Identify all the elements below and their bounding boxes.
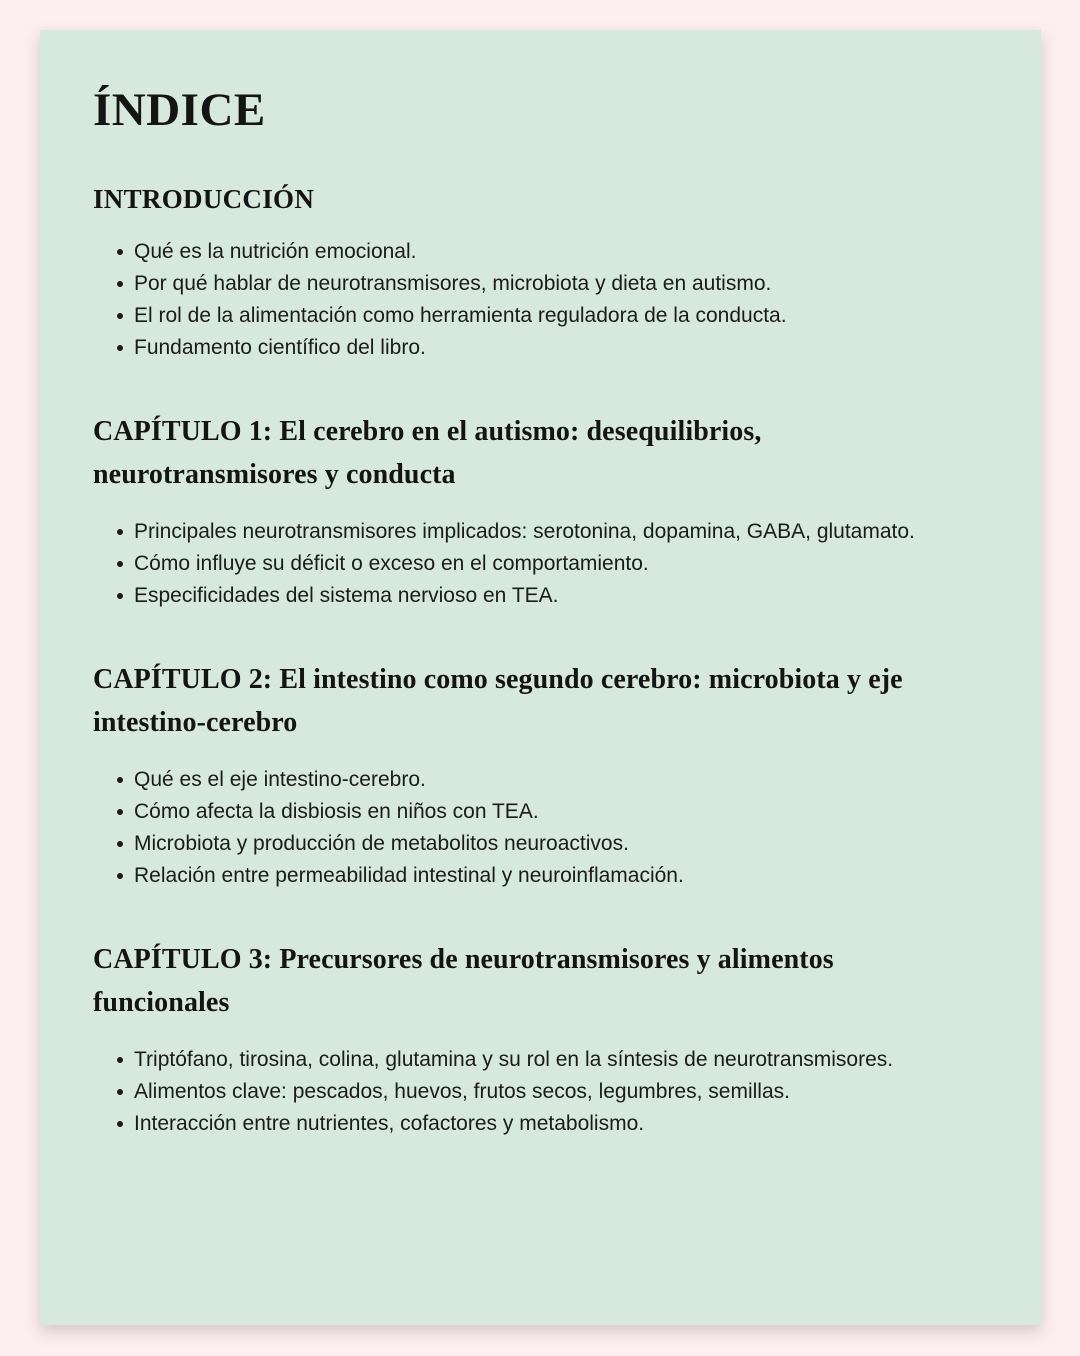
list-item — [93, 828, 923, 860]
bullet-dot-icon — [117, 313, 123, 319]
list-item-label: Cómo influye su déficit o exceso en el comportamiento. — [134, 552, 649, 575]
list-item — [93, 1108, 923, 1140]
list-item — [93, 300, 923, 332]
index-content — [93, 82, 1001, 1140]
list-item — [93, 580, 923, 612]
list-item-label: El rol de la alimentación como herramienta reguladora de la conducta. — [134, 304, 787, 327]
list-item — [93, 1076, 923, 1108]
bullet-dot-icon — [117, 1057, 123, 1063]
list-item — [93, 796, 923, 828]
bullet-list — [93, 516, 923, 612]
bullet-dot-icon — [117, 593, 123, 599]
bullet-dot-icon — [117, 281, 123, 287]
bullet-list — [93, 236, 923, 364]
list-item — [93, 516, 923, 548]
list-item — [93, 268, 923, 300]
bullet-dot-icon — [117, 809, 123, 815]
list-item-label: Fundamento científico del libro. — [134, 336, 426, 359]
bullet-dot-icon — [117, 249, 123, 255]
list-item-label: Qué es el eje intestino-cerebro. — [134, 768, 426, 791]
list-item-label: Qué es la nutrición emocional. — [134, 240, 417, 263]
bullet-dot-icon — [117, 1089, 123, 1095]
bullet-dot-icon — [117, 777, 123, 783]
sections-container — [93, 182, 1001, 1140]
list-item — [93, 764, 923, 796]
bullet-dot-icon — [117, 873, 123, 879]
list-item-label: Alimentos clave: pescados, huevos, frutos secos, legumbres, semillas. — [134, 1080, 790, 1103]
chapter-heading: CAPÍTULO 3: Precursores de neurotransmisores y alimentos funcionales — [93, 944, 834, 1018]
list-item-label: Interacción entre nutrientes, cofactores y metabolismo. — [134, 1112, 645, 1135]
list-item — [93, 548, 923, 580]
index-card — [40, 30, 1041, 1325]
list-item-label: Principales neurotransmisores implicados: serotonina, dopamina, GABA, glutamato. — [134, 520, 915, 543]
list-item-label: Especificidades del sistema nervioso en TEA. — [134, 584, 559, 607]
list-item — [93, 332, 923, 364]
list-item — [93, 1044, 923, 1076]
list-item-label: Cómo afecta la disbiosis en niños con TEA. — [134, 800, 539, 823]
list-item-label: Triptófano, tirosina, colina, glutamina y su rol en la síntesis de neurotransmisores. — [134, 1048, 894, 1071]
list-item — [93, 860, 923, 892]
bullet-list — [93, 764, 923, 892]
list-item-label: Microbiota y producción de metabolitos neuroactivos. — [134, 832, 629, 855]
bullet-dot-icon — [117, 841, 123, 847]
bullet-dot-icon — [117, 345, 123, 351]
list-item — [93, 236, 923, 268]
bullet-dot-icon — [117, 1121, 123, 1127]
chapter-heading: CAPÍTULO 1: El cerebro en el autismo: desequilibrios, neurotransmisores y conducta — [93, 416, 762, 490]
bullet-dot-icon — [117, 561, 123, 567]
list-item-label: Por qué hablar de neurotransmisores, microbiota y dieta en autismo. — [134, 272, 772, 295]
bullet-list — [93, 1044, 923, 1140]
list-item-label: Relación entre permeabilidad intestinal y neuroinflamación. — [134, 864, 684, 887]
page-title: ÍNDICE — [93, 84, 266, 136]
bullet-dot-icon — [117, 529, 123, 535]
section-heading: INTRODUCCIÓN — [93, 184, 315, 214]
chapter-heading: CAPÍTULO 2: El intestino como segundo cerebro: microbiota y eje intestino-cerebro — [93, 664, 903, 738]
